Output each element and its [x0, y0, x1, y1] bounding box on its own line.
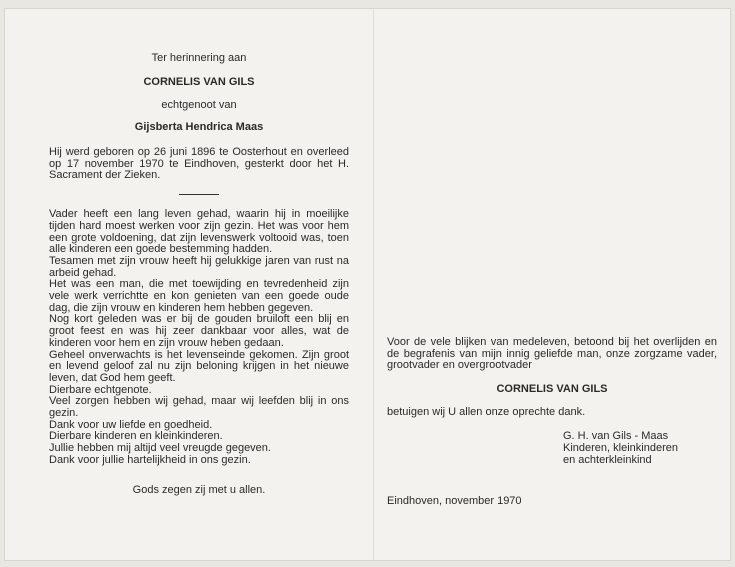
deceased-name: CORNELIS VAN GILS	[143, 76, 255, 88]
thanks-intro: Voor de vele blijken van medeleven, betoond bij het overlijden en de begrafenis van mijn innig geliefde man, onze zorgzame vader, grootvader en overgrootvader	[387, 336, 717, 372]
memorial-card	[4, 8, 731, 561]
signature-widow: G. H. van Gils - Maas	[563, 430, 669, 443]
card-fold-line	[373, 9, 374, 560]
memorial-text: Vader heeft een lang leven gehad, waarin hij in moeilijke tijden hard moest werken voor zijn gezin. Het was voor hem een grote voldoening, dat zijn levenswerk voltooid was, toen alle kinderen een goede bestemming hadden. Tesamen met zijn vrouw heeft hij gelukkige jaren van rust na arbeid gehad. Het was een man, die met toewijding en tevredenheid zijn vele werk verrichtte en kon genieten van een goede oude dag, die zijn vrouw en kinderen hem hebben gegeven. Nog kort geleden was er bij de gouden bruiloft een blij en groot feest en was hij zeer dankbaar voor alles, wat de kinderen voor hem en zijn vrouw heben gedaan. Geheel onverwachts is het levenseinde gekomen. Zijn groot en levend geloof zal nu zijn beloning krijgen in het nieuwe leven, dat God hem geeft. Dierbare echtgenote. Veel zorgen hebben wij gehad, maar wij leefden blij in ons gezin. Dank voor uw liefde en goedheid. Dierbare kinderen en kleinkinderen. Jullie hebben mij altijd veel vreugde gegeven. Dank voor jullie hartelijkheid in ons gezin.	[49, 208, 349, 466]
left-panel	[49, 51, 349, 498]
right-panel	[387, 337, 717, 509]
signature-grandchildren: en achterkleinkind	[563, 454, 652, 467]
divider	[179, 194, 219, 195]
signature-children: Kinderen, kleinkinderen	[563, 442, 678, 455]
birth-death-text: Hij werd geboren op 26 juni 1896 te Oosterhout en overleed op 17 november 1970 te Eindhoven, gesterkt door het H. Sacrament der Zieken.	[49, 146, 349, 182]
thanks-text: betuigen wij U allen onze oprechte dank.	[387, 406, 586, 419]
spouse-name: Gijsberta Hendrica Maas	[134, 121, 264, 133]
spouse-intro: echtgenoot van	[161, 99, 237, 111]
place-date: Eindhoven, november 1970	[387, 495, 522, 508]
intro-line: Ter herinnering aan	[151, 52, 247, 64]
signatures	[563, 430, 717, 466]
thanks-name: CORNELIS VAN GILS	[496, 383, 608, 396]
closing-blessing: Gods zegen zij met u allen.	[132, 483, 266, 496]
